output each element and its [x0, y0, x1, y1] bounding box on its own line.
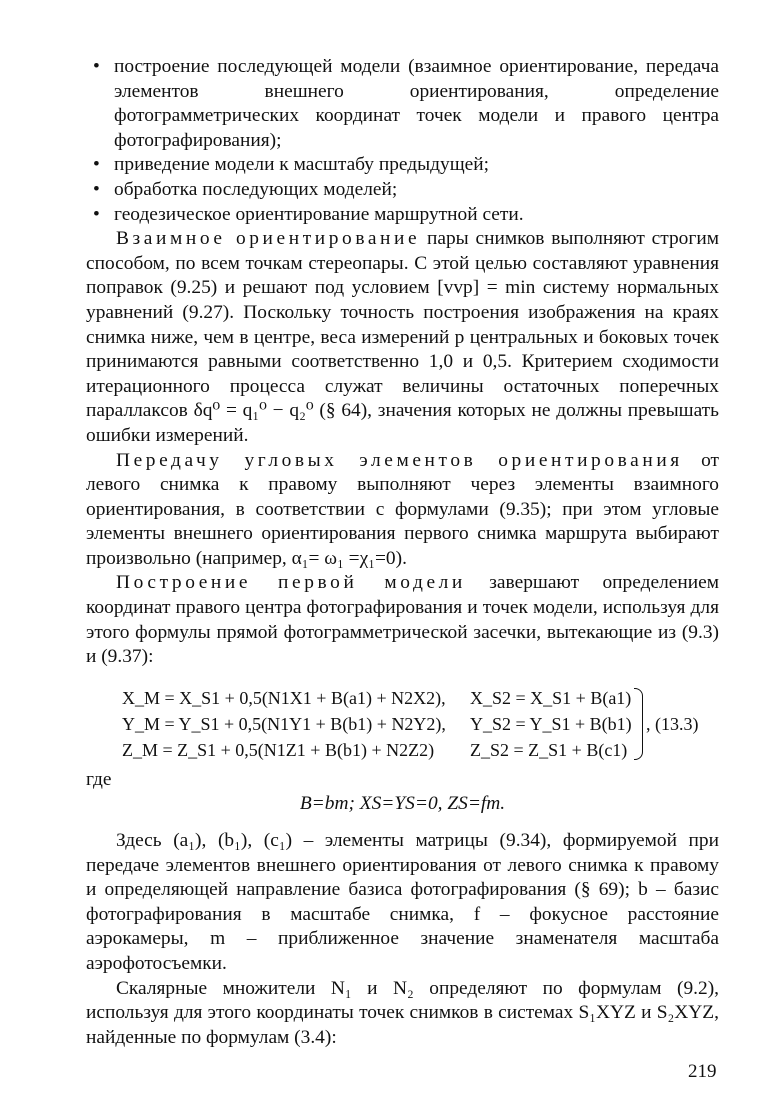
- list-item-text: обработка последующих моделей;: [114, 178, 398, 200]
- definition-formula: B=bm; XS=YS=0, ZS=fm.: [299, 793, 506, 815]
- paragraph-relative-orientation: [86, 227, 719, 448]
- page-body: [86, 55, 719, 1050]
- list-item-text: геодезическое ориентирование маршрутной сети.: [114, 203, 524, 225]
- spaced-term: Передачу угловых элементов ориентирования: [116, 449, 683, 471]
- list-item-text: приведение модели к масштабу предыдущей;: [114, 154, 490, 176]
- paragraph-text: пары снимков выполняют строгим способом, по всем точкам стереопары. С этой целью составляют уравнения поправок (9.25) и решают под условием [vvp] = min систему нормальных уравнений (9.27). Поскольку точность построения изображения на краях снимка ниже, чем в центре, веса измерений p центральных и боковых точек принимаются равными соответственно 1,0 и 0,5. Критерием сходимости итерационного процесса служат величины остаточных поперечных параллаксов δq⁰ = q₁⁰ − q₂⁰ (§ 64), значения которых не должны превышать ошибки измерений.: [86, 228, 719, 446]
- list-item-text: построение последующей модели (взаимное ориентирование, передача элементов внешнего ориентирования, определение фотограмметрических координат точек модели и правого центра фотографирования);: [114, 56, 719, 151]
- where-label: где: [86, 768, 112, 790]
- formula-row-z-left: Z_M = Z_S1 + 0,5(N1Z1 + B(b1) + N2Z2): [122, 739, 435, 760]
- bullet-icon: •: [93, 203, 100, 225]
- paragraph-text: от левого снимка к правому выполняют через элементы взаимного ориентирования, в соответствии с формулами (9.35); при этом угловые элементы внешнего ориентирования первого снимка маршрута выбирают произвольно (например, α₁= ω₁ =χ₁=0).: [86, 449, 719, 569]
- bullet-icon: •: [93, 178, 100, 200]
- list-item: [86, 55, 719, 153]
- list-item: [86, 153, 719, 178]
- paragraph-scalar-multipliers: Скалярные множители N₁ и N₂ определяют по формулам (9.2), используя для этого координаты точек снимков в системах S₁XYZ и S₂XYZ, найденные по формулам (3.4):: [86, 977, 719, 1048]
- paragraph-angular-elements: [86, 449, 719, 572]
- paragraph-explanation: Здесь (a₁), (b₁), (c₁) – элементы матрицы (9.34), формируемой при передаче элементов внешнего ориентирования от левого снимка к правому и определяющей направление базиса фотографирования (§ 69); b – базис фотографирования в масштабе снимка, f – фокусное расстояние аэрокамеры, m – приближенное значение знаменателя масштаба аэрофотосъемки.: [86, 830, 719, 974]
- formula-row-z-right: Z_S2 = Z_S1 + B(c1): [470, 739, 628, 760]
- formula-13-3: [86, 686, 719, 762]
- formula-row-y-right: Y_S2 = Y_S1 + B(b1): [470, 713, 632, 734]
- formula-row-x-right: X_S2 = X_S1 + B(a1): [470, 687, 632, 708]
- paragraph-text: завершают определением координат правого центра фотографирования и точек модели, используя для этого формулы прямой фотограмметрической засечки, вытекающие из (9.3) и (9.37):: [86, 572, 719, 668]
- list-item: [86, 178, 719, 203]
- spaced-term: Взаимное ориентирование: [116, 228, 421, 250]
- formula-row-y-left: Y_M = Y_S1 + 0,5(N1Y1 + B(b1) + N2Y2),: [122, 713, 446, 734]
- right-brace-icon: [634, 688, 643, 760]
- bullet-icon: •: [93, 154, 100, 176]
- bullet-icon: •: [93, 56, 100, 77]
- paragraph-first-model: [86, 571, 719, 669]
- formula-row-x-left: X_M = X_S1 + 0,5(N1X1 + B(a1) + N2X2),: [122, 687, 446, 708]
- spaced-term: Построение первой модели: [116, 572, 466, 594]
- list-item: [86, 203, 719, 228]
- equation-number: , (13.3): [646, 713, 699, 734]
- bullet-list: [86, 55, 719, 227]
- page-number: 219: [688, 1061, 717, 1082]
